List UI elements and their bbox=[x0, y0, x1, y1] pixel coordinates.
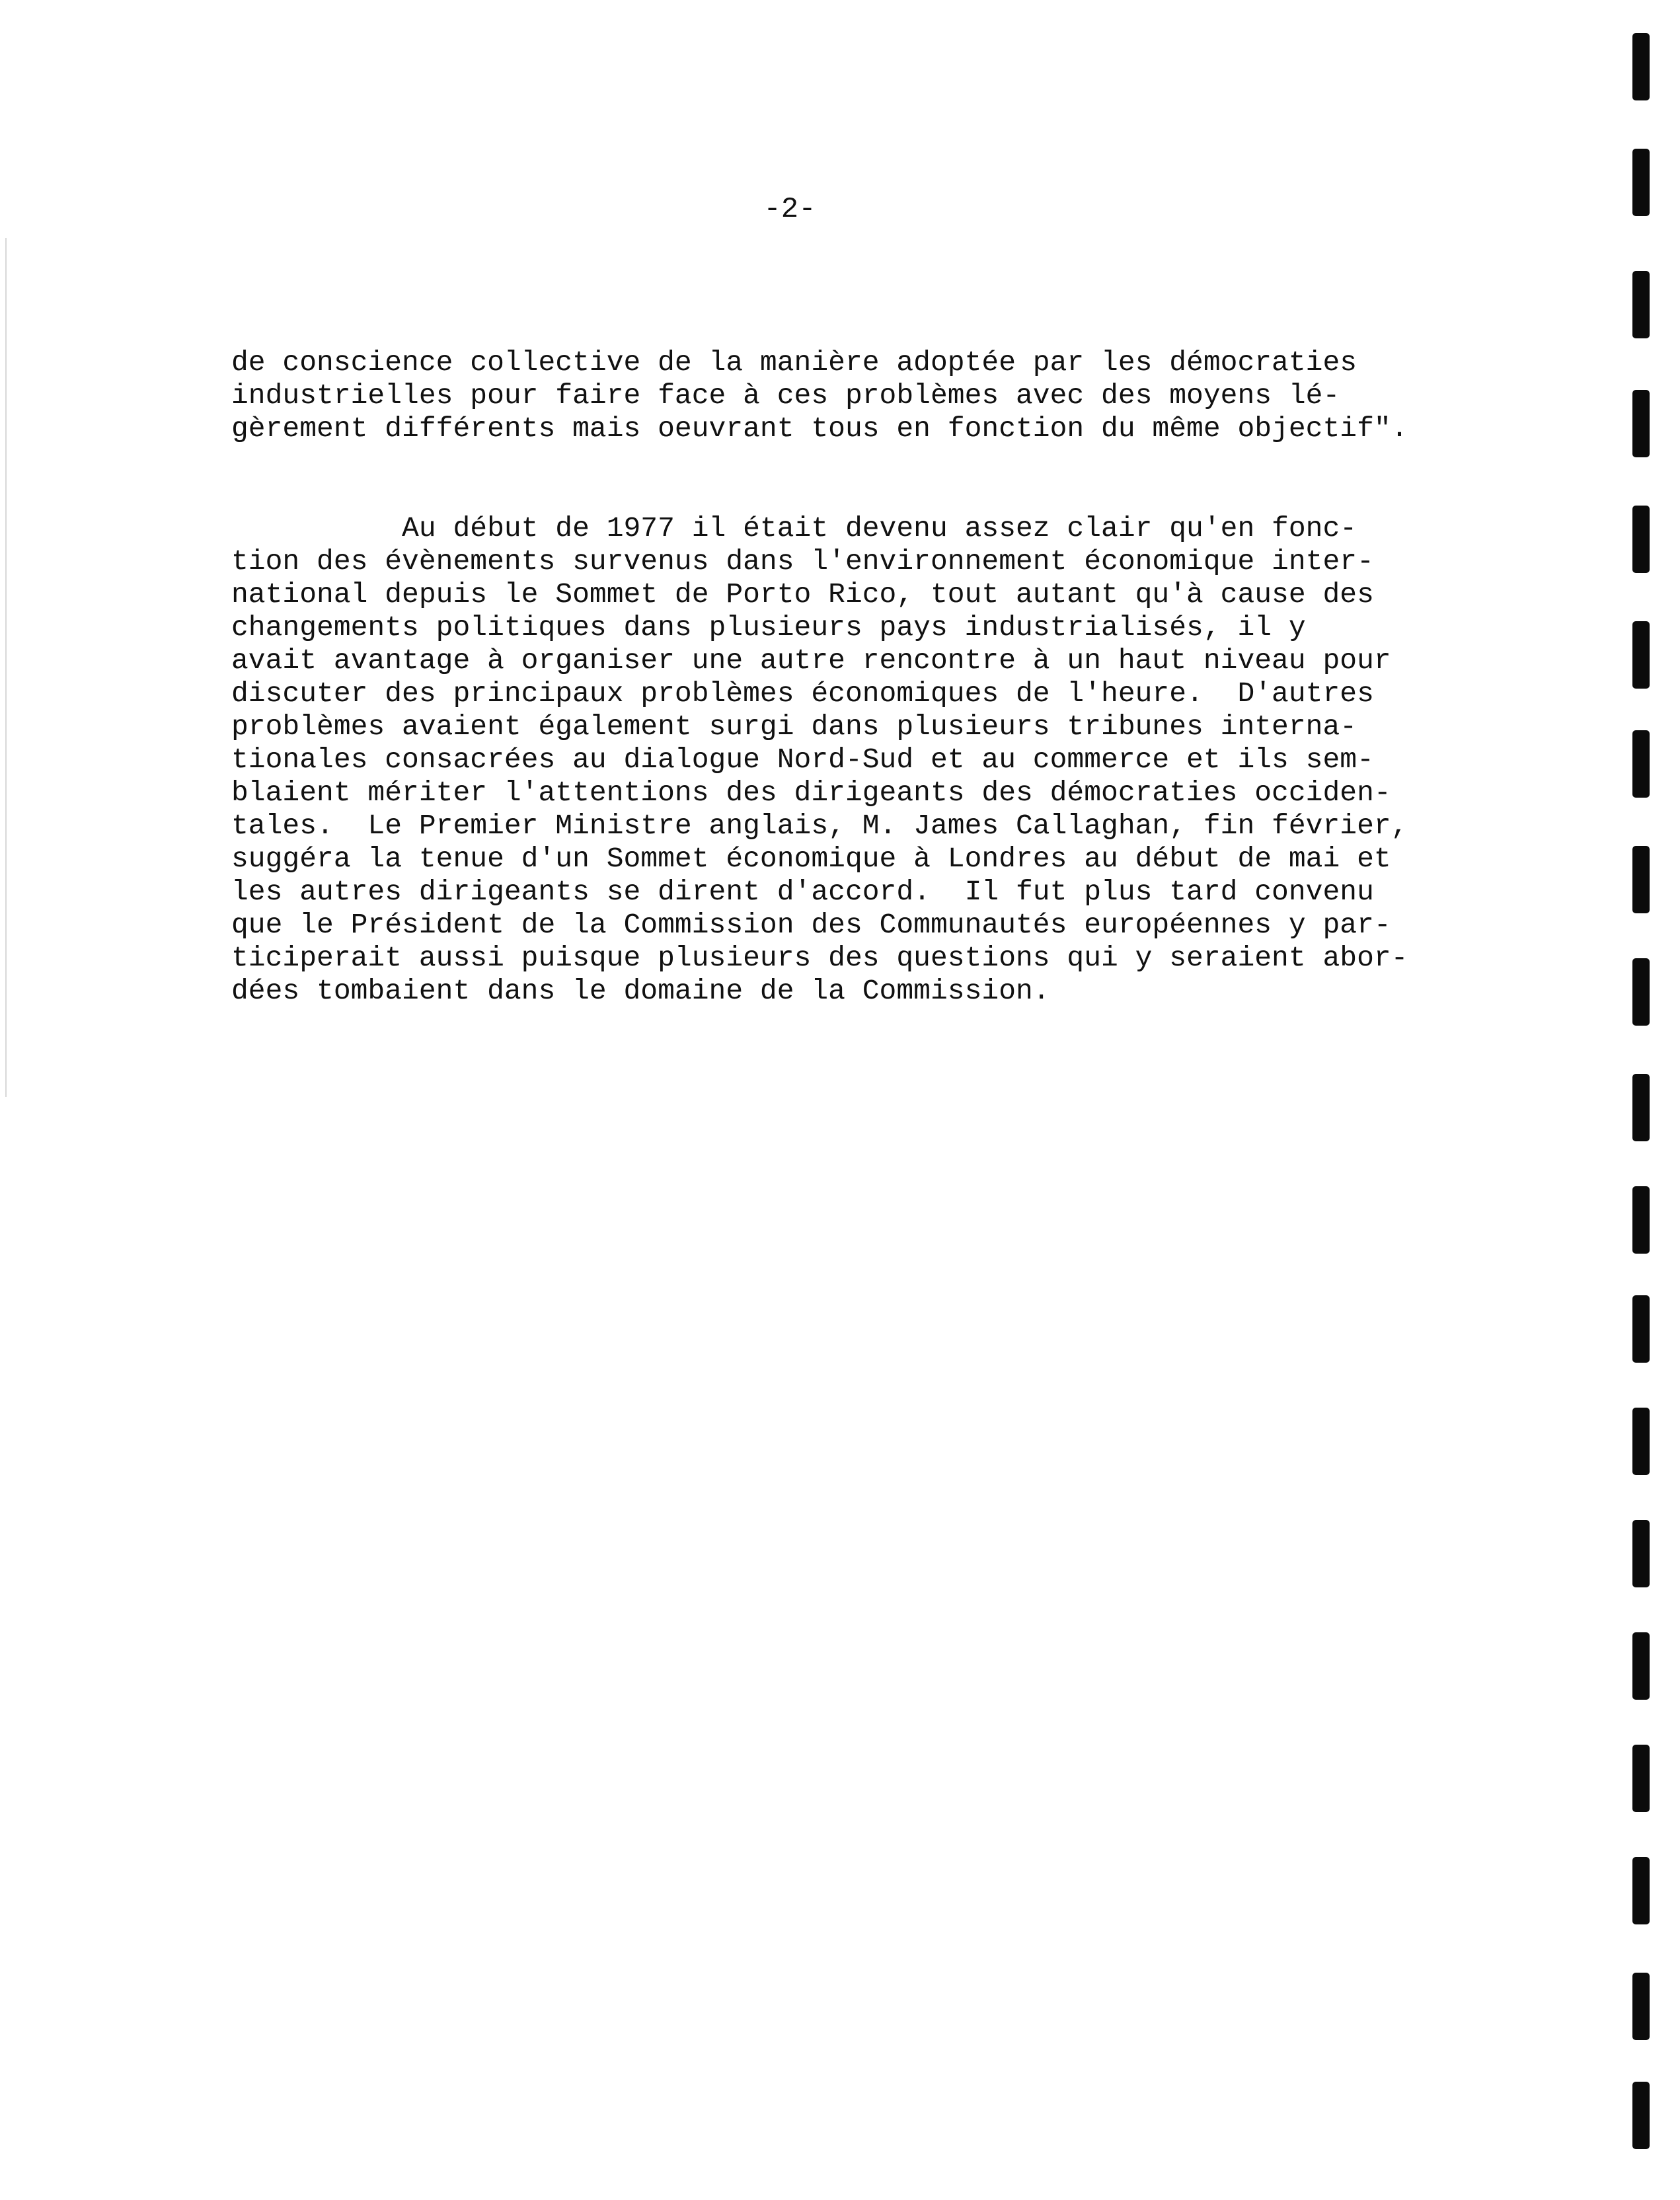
text-line: ticiperait aussi puisque plusieurs des questions qui y seraient abor- bbox=[231, 942, 1408, 974]
binding-mark bbox=[1632, 1632, 1650, 1700]
binding-mark bbox=[1632, 1295, 1650, 1363]
paragraph-continuation bbox=[231, 346, 1421, 445]
binding-mark bbox=[1632, 33, 1650, 100]
text-line: tionales consacrées au dialogue Nord-Sud et au commerce et ils sem- bbox=[231, 743, 1374, 776]
binding-mark bbox=[1632, 149, 1650, 216]
text-line: tion des évènements survenus dans l'environnement économique inter- bbox=[231, 545, 1374, 578]
text-line: national depuis le Sommet de Porto Rico, tout autant qu'à cause des bbox=[231, 578, 1374, 611]
binding-mark bbox=[1632, 1520, 1650, 1587]
text-line: blaient mériter l'attentions des dirigeants des démocraties occiden- bbox=[231, 777, 1391, 809]
text-line: discuter des principaux problèmes économiques de l'heure. D'autres bbox=[231, 677, 1374, 710]
binding-mark bbox=[1632, 1745, 1650, 1812]
text-line: avait avantage à organiser une autre rencontre à un haut niveau pour bbox=[231, 644, 1391, 677]
text-line: industrielles pour faire face à ces problèmes avec des moyens lé- bbox=[231, 379, 1340, 412]
binding-mark bbox=[1632, 958, 1650, 1026]
binding-mark bbox=[1632, 1973, 1650, 2040]
binding-mark bbox=[1632, 730, 1650, 798]
binding-mark bbox=[1632, 1186, 1650, 1254]
text-line: tales. Le Premier Ministre anglais, M. James Callaghan, fin février, bbox=[231, 810, 1408, 842]
binding-mark bbox=[1632, 1074, 1650, 1141]
page-number: -2- bbox=[763, 193, 816, 226]
paragraph-1977-summit bbox=[231, 512, 1421, 1008]
text-line: problèmes avaient également surgi dans plusieurs tribunes interna- bbox=[231, 710, 1357, 743]
binding-mark bbox=[1632, 846, 1650, 913]
text-line: dées tombaient dans le domaine de la Commission. bbox=[231, 975, 1050, 1007]
text-line: changements politiques dans plusieurs pays industrialisés, il y bbox=[231, 611, 1306, 644]
text-line: suggéra la tenue d'un Sommet économique à Londres au début de mai et bbox=[231, 843, 1391, 875]
binding-mark bbox=[1632, 506, 1650, 573]
binding-mark bbox=[1632, 621, 1650, 689]
text-line: gèrement différents mais oeuvrant tous en fonction du même objectif". bbox=[231, 412, 1408, 445]
binding-mark bbox=[1632, 2082, 1650, 2149]
binding-mark bbox=[1632, 390, 1650, 457]
binding-mark bbox=[1632, 271, 1650, 338]
text-line: de conscience collective de la manière adoptée par les démocraties bbox=[231, 346, 1357, 379]
text-line: les autres dirigeants se dirent d'accord. Il fut plus tard convenu bbox=[231, 876, 1374, 908]
page-edge-shadow bbox=[5, 238, 7, 1097]
binding-mark bbox=[1632, 1857, 1650, 1924]
text-line: Au début de 1977 il était devenu assez clair qu'en fonc- bbox=[231, 512, 1357, 545]
binding-mark bbox=[1632, 1408, 1650, 1475]
text-line: que le Président de la Commission des Communautés européennes y par- bbox=[231, 909, 1391, 941]
